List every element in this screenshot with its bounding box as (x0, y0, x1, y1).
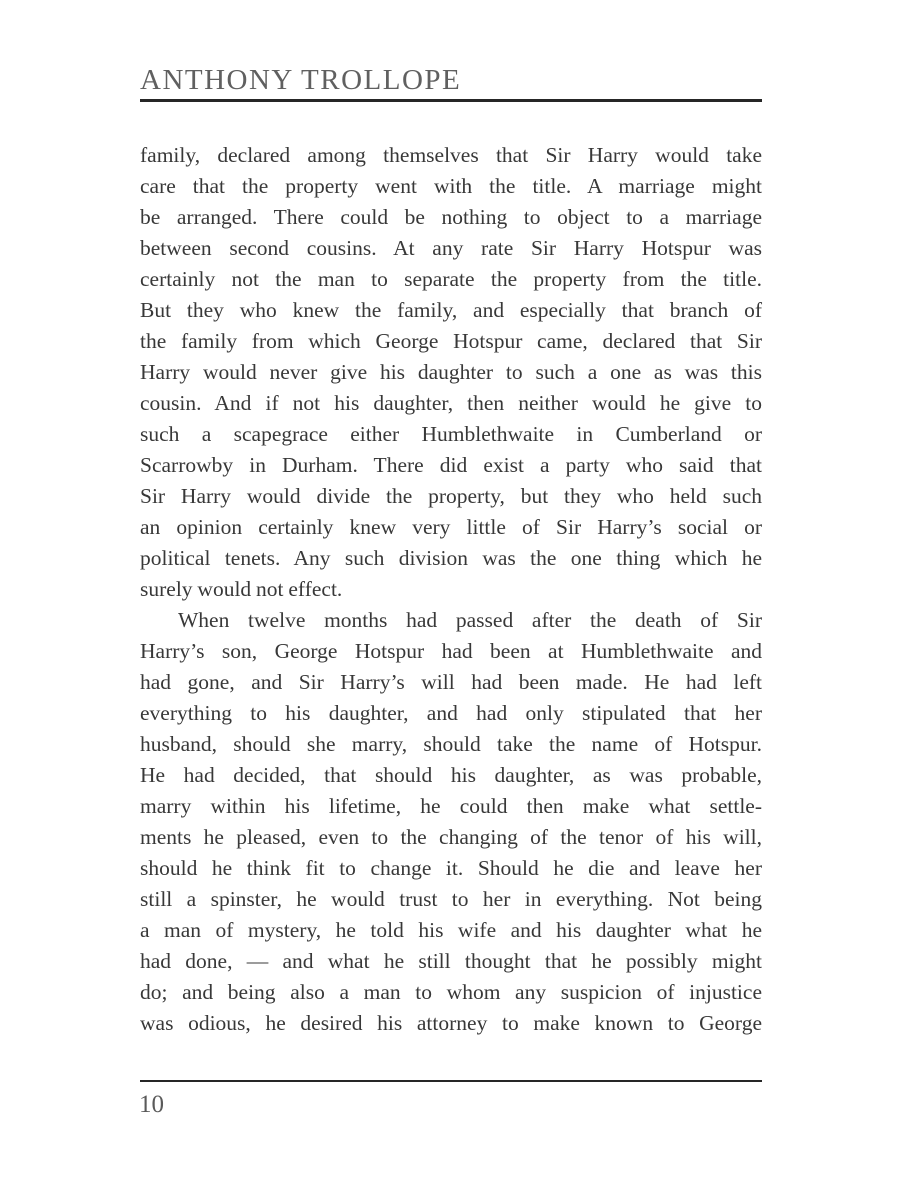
text-line: marry within his lifetime, he could then make what settle- (140, 794, 762, 818)
text-line: the family from which George Hotspur came, declared that Sir (140, 329, 762, 353)
text-line: family, declared among themselves that Sir Harry would take (140, 143, 762, 167)
text-line: cousin. And if not his daughter, then neither would he give to (140, 391, 762, 415)
text-line: still a spinster, he would trust to her in everything. Not being (140, 887, 762, 911)
text-line: political tenets. Any such division was the one thing which he (140, 546, 762, 570)
text-line: between second cousins. At any rate Sir Harry Hotspur was (140, 236, 762, 260)
text-line: be arranged. There could be nothing to object to a marriage (140, 205, 762, 229)
text-line: husband, should she marry, should take the name of Hotspur. (140, 732, 762, 756)
text-line: certainly not the man to separate the property from the title. (140, 267, 762, 291)
text-line: a man of mystery, he told his wife and his daughter what he (140, 918, 762, 942)
text-line: an opinion certainly knew very little of Sir Harry’s social or (140, 515, 762, 539)
body-text (140, 140, 762, 1039)
text-line: He had decided, that should his daughter, as was probable, (140, 763, 762, 787)
text-line: everything to his daughter, and had only stipulated that her (140, 701, 762, 725)
text-line: had done, — and what he still thought that he possibly might (140, 949, 762, 973)
text-line: Sir Harry would divide the property, but they who held such (140, 484, 762, 508)
text-line: care that the property went with the title. A marriage might (140, 174, 762, 198)
text-line: But they who knew the family, and especially that branch of (140, 298, 762, 322)
text-line: surely would not effect. (140, 577, 343, 601)
text-line: ments he pleased, even to the changing of the tenor of his will, (140, 825, 762, 849)
text-line: had gone, and Sir Harry’s will had been made. He had left (140, 670, 762, 694)
header-rule (140, 99, 762, 102)
text-line: Harry’s son, George Hotspur had been at Humblethwaite and (140, 639, 762, 663)
footer-rule (140, 1080, 762, 1082)
text-line: should he think fit to change it. Should he die and leave her (140, 856, 762, 880)
page-number: 10 (139, 1091, 164, 1118)
text-line: Harry would never give his daughter to such a one as was this (140, 360, 762, 384)
text-line: was odious, he desired his attorney to make known to George (140, 1011, 762, 1035)
text-line: When twelve months had passed after the death of Sir (178, 608, 762, 632)
text-line: Scarrowby in Durham. There did exist a party who said that (140, 453, 762, 477)
running-header-author: ANTHONY TROLLOPE (140, 64, 462, 96)
text-line: do; and being also a man to whom any suspicion of injustice (140, 980, 762, 1004)
text-line: such a scapegrace either Humblethwaite in Cumberland or (140, 422, 762, 446)
